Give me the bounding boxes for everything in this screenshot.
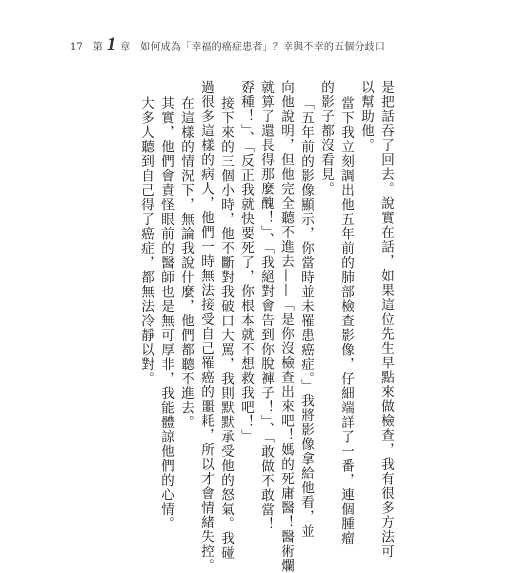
chapter-prefix: 第: [92, 42, 103, 53]
text-column: 過很多這樣的病人，他們一時無法接受自己罹癌的噩耗，所以才會情緒失控。: [198, 80, 214, 573]
text-column: 「五年前的影像顯示，你當時並未罹患癌症。」我將影像拿給他看，並: [298, 96, 314, 539]
text-column: 在這樣的情況下，無論我說什麼，他們都聽不進去。: [178, 96, 194, 430]
chapter-suffix: 章: [120, 42, 131, 53]
text-column: 向他說明，但他完全聽不進去——「是你沒檢查出來吧！媽的死庸醫！醫術爛: [278, 80, 294, 573]
text-column: 是把話吞了回去。說實在話，如果這位先生早點來做檢查，我有很多方法可: [378, 80, 394, 559]
text-column: 以幫助他。: [358, 80, 374, 153]
text-column: 大多人聽到自己得了癌症，都無法冷靜以對。: [138, 96, 154, 386]
text-column: 的影子都沒看見。: [318, 80, 334, 196]
chapter-title: 如何成為「幸福的癌症患者」？幸與不幸的五個分歧口: [140, 42, 386, 53]
chapter-number: 1: [106, 34, 117, 55]
text-column: 就算了還長得那麼醜！」、「我絕對會告到你脫褲子！」、「敢做不敢當！: [258, 80, 274, 532]
text-column: 當下我立刻調出他五年前的肺部檢查影像，仔細端詳了一番，連個腫瘤: [338, 96, 354, 546]
running-header: [70, 33, 385, 53]
page-number: 17: [70, 42, 83, 53]
text-column: 孬種！」、「反正我就快要死了，你根本就不想救我吧！」: [238, 80, 254, 444]
text-column: 接下來的三個小時，他不斷對我破口大罵，我則默默承受他的怒氣。我碰: [218, 96, 234, 560]
text-column: 其實，他們會責怪眼前的醫師也是無可厚非，我能體諒他們的心情。: [158, 96, 174, 531]
